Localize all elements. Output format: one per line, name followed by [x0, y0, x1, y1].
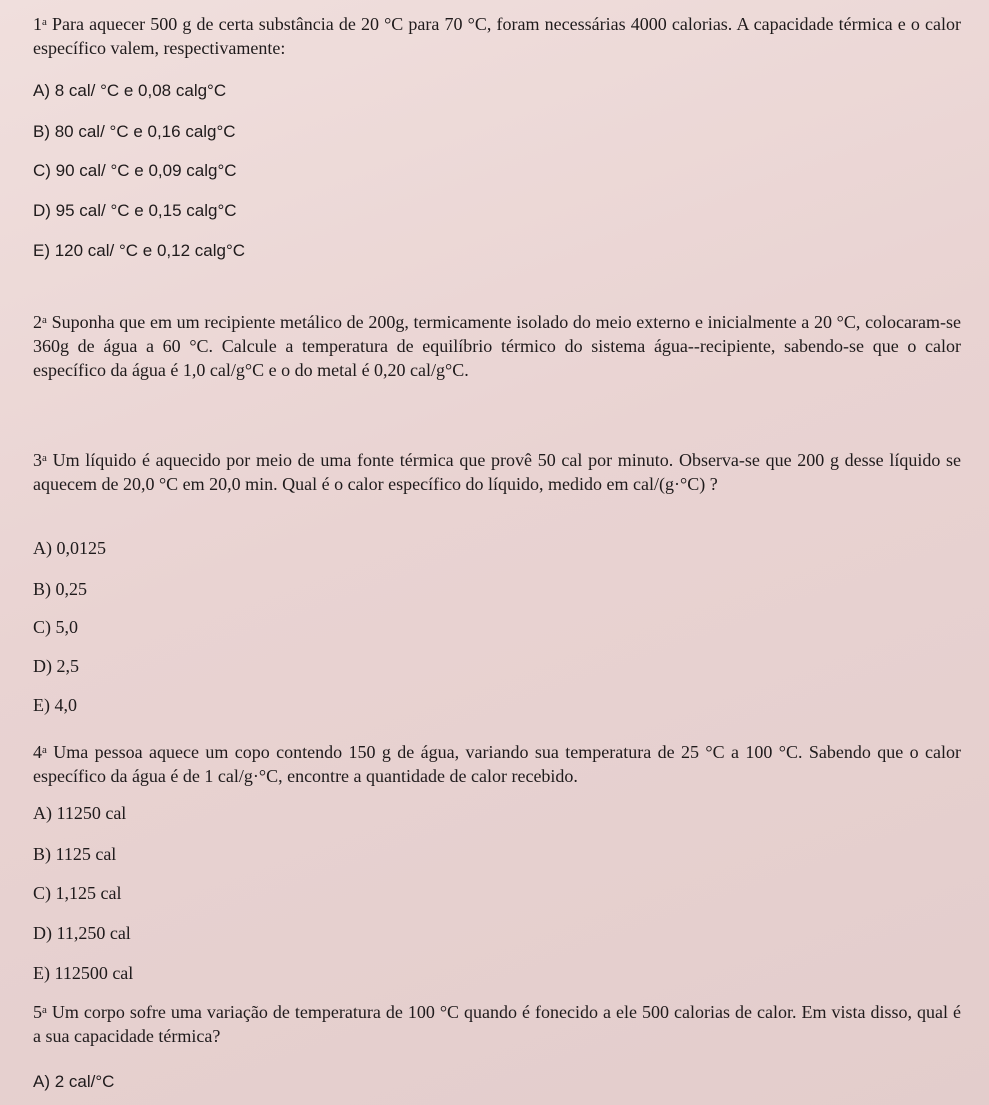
question-3-option-b: B) 0,25 — [33, 579, 87, 599]
question-1-number: 1$^a$ — [33, 14, 47, 34]
question-5-number: 5$^a$ — [33, 1002, 47, 1022]
question-4-option-a: A) 11250 cal — [33, 803, 127, 823]
question-1 — [33, 12, 961, 60]
question-4-number: 4$^a$ — [33, 742, 47, 762]
question-4 — [33, 740, 961, 788]
question-2 — [33, 310, 961, 382]
question-3-number: 3$^a$ — [33, 450, 47, 470]
question-4-option-c: C) 1,125 cal — [33, 883, 122, 903]
question-1-option-a: A) 8 cal/ °C e 0,08 calg°C — [33, 81, 227, 100]
question-3 — [33, 448, 961, 496]
question-1-option-d: D) 95 cal/ °C e 0,15 calg°C — [33, 201, 237, 220]
question-1-option-c: C) 90 cal/ °C e 0,09 calg°C — [33, 161, 237, 180]
question-4-option-e: E) 112500 cal — [33, 963, 134, 983]
question-4-text: Uma pessoa aquece um copo contendo 150 g de água, variando sua temperatura de 25 °C a 100 °C. Sabendo que o calor específico da água é de 1 cal/g·°C, encontre a quantidade de calor recebido. — [33, 742, 961, 786]
question-1-text: Para aquecer 500 g de certa substância de 20 °C para 70 °C, foram necessárias 4000 calorias. A capacidade térmica e o calor específico valem, respectivamente: — [33, 14, 961, 58]
question-1-option-b: B) 80 cal/ °C e 0,16 calg°C — [33, 122, 236, 141]
question-4-option-b: B) 1125 cal — [33, 844, 117, 864]
question-3-option-a: A) 0,0125 — [33, 538, 106, 558]
question-1-option-e: E) 120 cal/ °C e 0,12 calg°C — [33, 241, 246, 260]
question-3-option-d: D) 2,5 — [33, 656, 79, 676]
question-5 — [33, 1000, 961, 1048]
question-3-option-c: C) 5,0 — [33, 617, 78, 637]
question-2-number: 2$^a$ — [33, 312, 47, 332]
question-5-text: Um corpo sofre uma variação de temperatura de 100 °C quando é fonecido a ele 500 calorias de calor. Em vista disso, qual é a sua capacidade térmica? — [33, 1002, 961, 1046]
question-4-option-d: D) 11,250 cal — [33, 923, 131, 943]
question-3-option-e: E) 4,0 — [33, 695, 77, 715]
question-5-option-a: A) 2 cal/°C — [33, 1072, 115, 1091]
question-3-text: Um líquido é aquecido por meio de uma fonte térmica que provê 50 cal por minuto. Observa-se que 200 g desse líquido se aquecem de 20,0 °C em 20,0 min. Qual é o calor específico do líquido, medido em cal/(g·°C) ? — [33, 450, 962, 494]
question-2-text: Suponha que em um recipiente metálico de 200g, termicamente isolado do meio externo e inicialmente a 20 °C, colocaram-se 360g de água a 60 °C. Calcule a temperatura de equilíbrio térmico do sistema água--recipiente, sabendo-se que o calor específico da água é 1,0 cal/g°C e o do metal é 0,20 cal/g°C. — [33, 312, 962, 380]
